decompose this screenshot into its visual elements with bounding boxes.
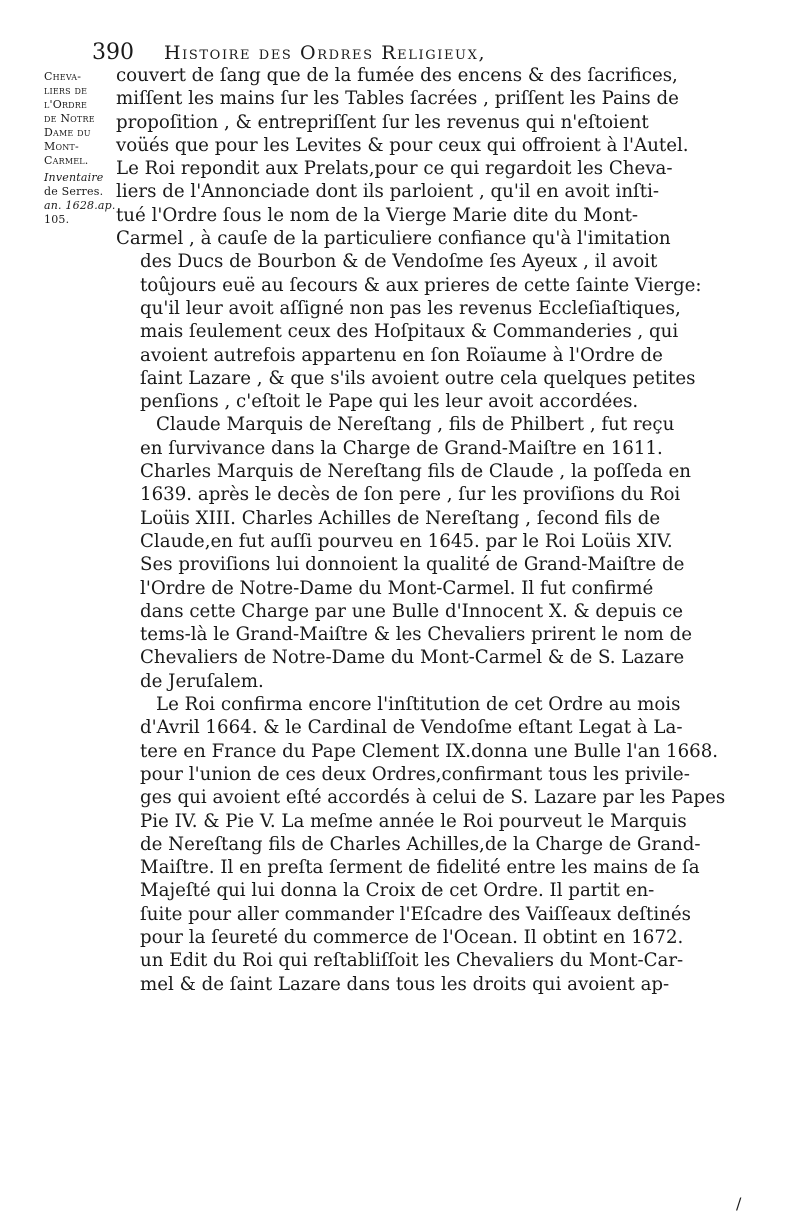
text-line: liers de l'Annonciade dont ils parloient , qu'il en avoit inſti- bbox=[116, 181, 660, 203]
text-line: mais ſeulement ceux des Hoſpitaux & Commanderies , qui bbox=[140, 321, 679, 343]
text-line: Ses proviſions lui donnoient la qualité de Grand-Maiſtre de bbox=[140, 554, 685, 576]
text-line: mel & de ſaint Lazare dans tous les droits qui avoient ap- bbox=[140, 973, 670, 995]
margin-note-line: Cheva- bbox=[44, 70, 82, 83]
text-line: des Ducs de Bourbon & de Vendoſme ſes Ayeux , il avoit bbox=[140, 251, 658, 273]
text-line: avoient autrefois appartenu en ſon Roïaume à l'Ordre de bbox=[140, 344, 663, 366]
text-line: ges qui avoient eſté accordés à celui de S. Lazare par les Papes bbox=[140, 787, 726, 809]
text-line: tere en France du Pape Clement IX.donna une Bulle l'an 1668. bbox=[140, 740, 719, 762]
text-line: tué l'Ordre ſous le nom de la Vierge Marie dite du Mont- bbox=[116, 204, 639, 226]
text-line: Chevaliers de Notre-Dame du Mont-Carmel & de S. Lazare bbox=[140, 647, 685, 669]
text-line: 1639. après le decès de ſon pere , ſur les proviſions du Roi bbox=[140, 484, 681, 506]
marginal-note bbox=[44, 70, 116, 227]
text-line: Majeſté qui lui donna la Croix de cet Ordre. Il partit en- bbox=[140, 880, 655, 902]
text-line: Maiſtre. Il en preſta ſerment de fidelité entre les mains de ſa bbox=[140, 857, 700, 879]
margin-note-source: an. 1628.ap. bbox=[44, 199, 116, 212]
paragraph-start: Le Roi confirma encore l'inſtitution de cet Ordre au mois bbox=[156, 694, 681, 716]
margin-note-source: Inventaire bbox=[44, 171, 104, 184]
page-corner-mark: / bbox=[736, 1194, 742, 1213]
text-line: ſaint Lazare , & que s'ils avoient outre cela quelques petites bbox=[140, 367, 696, 389]
text-line: pour l'union de ces deux Ordres,confirmant tous les privile- bbox=[140, 763, 690, 785]
margin-note-line: Carmel. bbox=[44, 154, 89, 167]
margin-note-source: de Serres. bbox=[44, 185, 104, 198]
text-line: Loüis XIII. Charles Achilles de Nereſtang , ſecond fils de bbox=[140, 507, 661, 529]
text-line: Charles Marquis de Nereſtang fils de Claude , la poſſeda en bbox=[140, 461, 691, 483]
text-line: Claude,en fut auſſi pourveu en 1645. par le Roi Loüis XIV. bbox=[140, 530, 673, 552]
text-line: couvert de ſang que de la fumée des encens & des ſacrifices, bbox=[116, 65, 678, 86]
main-text bbox=[116, 64, 740, 996]
text-line: pour la ſeureté du commerce de l'Ocean. Il obtint en 1672. bbox=[140, 926, 684, 948]
margin-note-line: Mont- bbox=[44, 140, 79, 153]
margin-note-line: l'Ordre bbox=[44, 98, 88, 111]
text-line: d'Avril 1664. & le Cardinal de Vendoſme eſtant Legat à La- bbox=[140, 717, 683, 739]
margin-note-line: liers de bbox=[44, 84, 88, 97]
paragraph-start: Claude Marquis de Nereſtang , fils de Philbert , fut reçu bbox=[156, 414, 675, 436]
text-line: qu'il leur avoit aſſigné non pas les revenus Eccleſiaſtiques, bbox=[140, 297, 681, 319]
text-line: l'Ordre de Notre-Dame du Mont-Carmel. Il fut confirmé bbox=[140, 577, 654, 599]
text-line: tems-là le Grand-Maiſtre & les Chevaliers prirent le nom de bbox=[140, 624, 692, 646]
text-line: dans cette Charge par une Bulle d'Innocent X. & depuis ce bbox=[140, 600, 684, 622]
text-line: de Jeruſalem. bbox=[140, 670, 264, 692]
text-line: ſuite pour aller commander l'Eſcadre des Vaiſſeaux deſtinés bbox=[140, 903, 691, 925]
margin-note-line: de Notre bbox=[44, 112, 95, 125]
text-line: de Nereſtang fils de Charles Achilles,de la Charge de Grand- bbox=[140, 833, 701, 855]
text-line: Le Roi repondit aux Prelats,pour ce qui regardoit les Cheva- bbox=[116, 158, 673, 180]
running-title: Histoire des Ordres Religieux, bbox=[164, 42, 487, 64]
text-line: penſions , c'eſtoit le Pape qui les leur avoit accordées. bbox=[140, 391, 639, 413]
text-line: propoſition , & entrepriſſent ſur les revenus qui n'eſtoient bbox=[116, 111, 649, 133]
text-line: miſſent les mains ſur les Tables ſacrées , priſſent les Pains de bbox=[116, 88, 679, 110]
text-line: un Edit du Roi qui reſtabliſſoit les Chevaliers du Mont-Car- bbox=[140, 950, 684, 972]
margin-note-source: 105. bbox=[44, 213, 70, 226]
text-line: toûjours euë au ſecours & aux prieres de cette ſainte Vierge: bbox=[140, 274, 702, 296]
text-line: Pie IV. & Pie V. La meſme année le Roi pourveut le Marquis bbox=[140, 810, 687, 832]
page-number: 390 bbox=[92, 40, 134, 65]
text-line: en ſurvivance dans la Charge de Grand-Maiſtre en 1611. bbox=[140, 437, 663, 459]
text-line: voüés que pour les Levites & pour ceux qui offroient à l'Autel. bbox=[116, 134, 689, 156]
text-line: Carmel , à cauſe de la particuliere confiance qu'à l'imitation bbox=[116, 228, 671, 250]
margin-note-line: Dame du bbox=[44, 126, 91, 139]
